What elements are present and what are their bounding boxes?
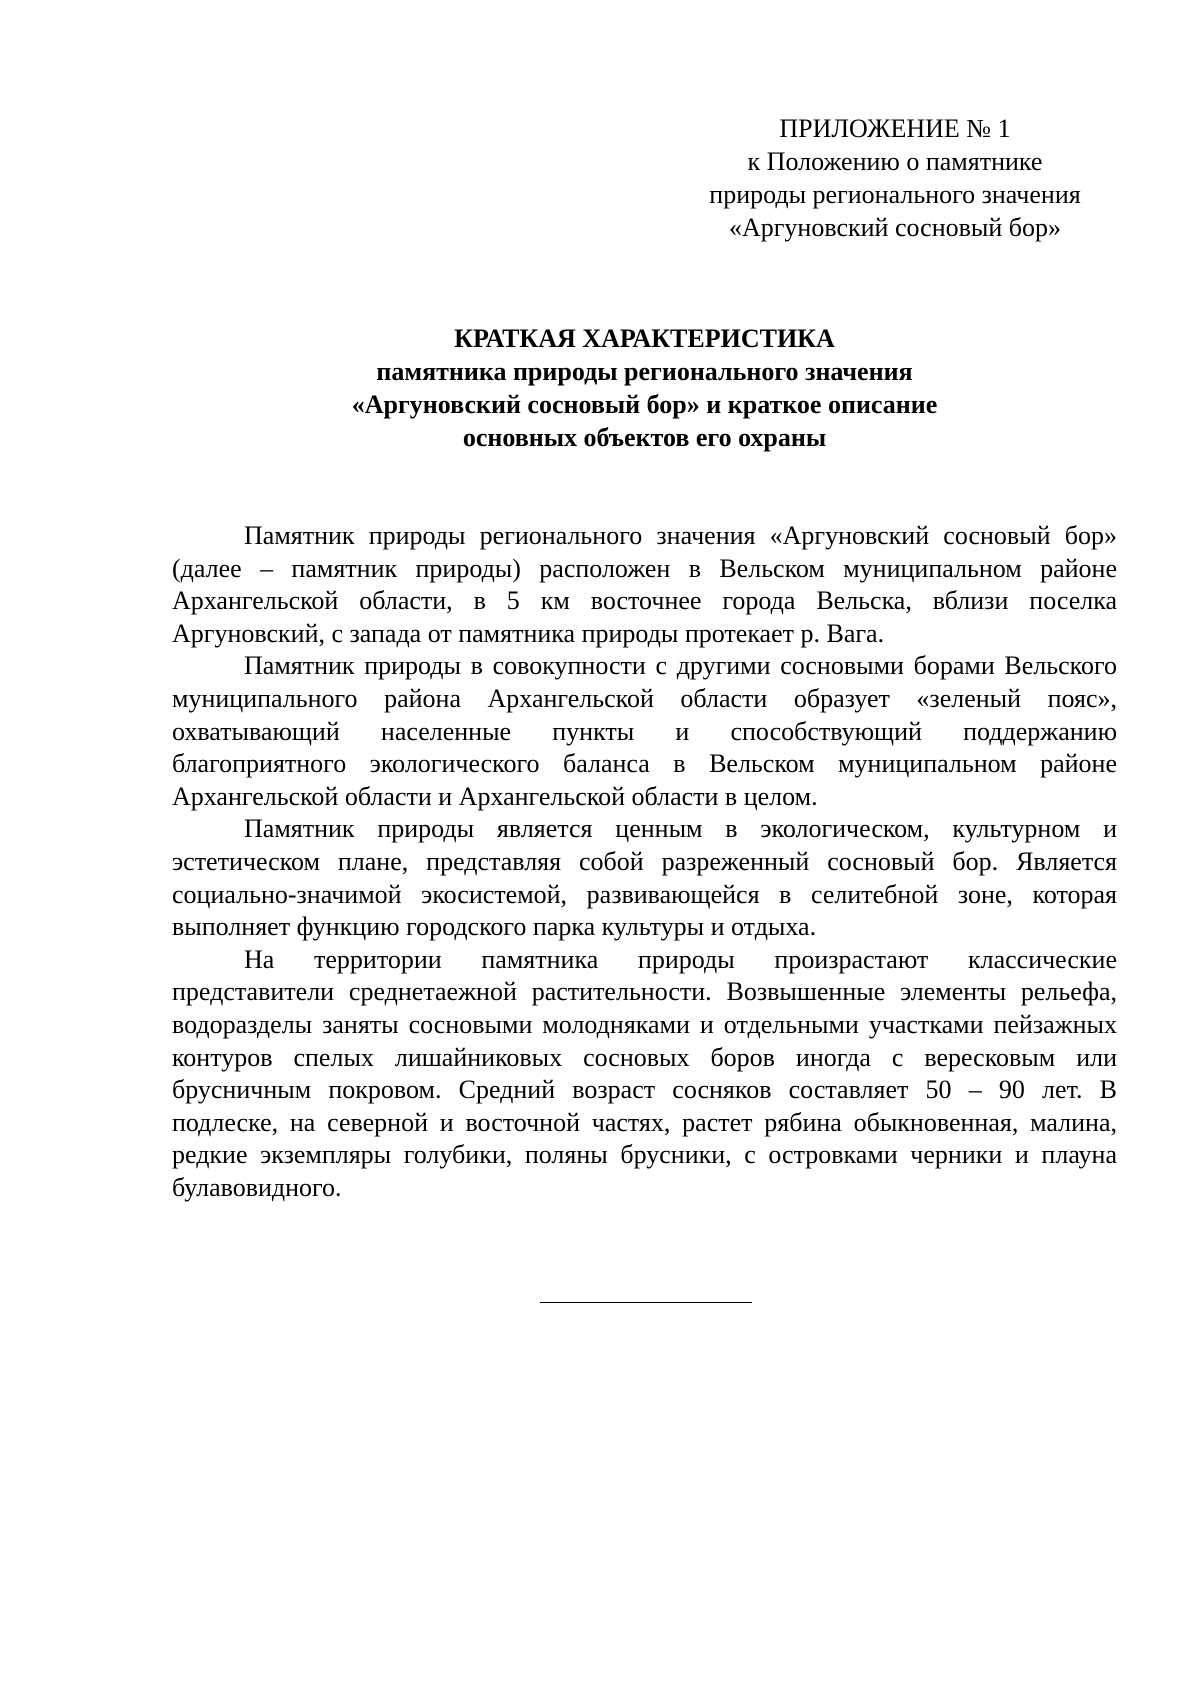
appendix-reference-line-1: к Положению о памятнике xyxy=(747,147,1043,176)
appendix-number: ПРИЛОЖЕНИЕ № 1 xyxy=(779,114,1011,143)
appendix-reference-line-3: «Аргуновский сосновый бор» xyxy=(728,213,1061,242)
title-line-1: КРАТКАЯ ХАРАКТЕРИСТИКА xyxy=(454,324,835,353)
body-text xyxy=(172,520,1117,1204)
appendix-reference-line-2: природы регионального значения xyxy=(709,180,1081,209)
title-line-2: памятника природы регионального значения xyxy=(376,357,913,386)
end-separator-line xyxy=(540,1302,752,1303)
paragraph-vegetation: На территории памятника природы произрастают классические представители среднетаежной растительности. Возвышенные элементы рельефа, водоразделы заняты сосновыми молодняками и отдельными участками пейзажных контуров спелых лишайниковых сосновых боров иногда с вересковым или брусничным покровом. Средний возраст сосняков составляет 50 – 90 лет. В подлеске, на северной и восточной частях, растет рябина обыкновенная, малина, редкие экземпляры голубики, поляны брусники, с островками черники и плауна булавовидного. xyxy=(172,944,1117,1202)
paragraph-value: Памятник природы является ценным в экологическом, культурном и эстетическом плане, представляя собой разреженный сосновый бор. Является социально-значимой экосистемой, развивающейся в селитебной зоне, которая выполняет функцию городского парка культуры и отдыха. xyxy=(172,814,1117,942)
paragraph-location: Памятник природы регионального значения «Аргуновский сосновый бор» (далее – памятник природы) расположен в Вельском муниципальном районе Архангельской области, в 5 км восточнее города Вельска, вблизи поселка Аргуновский, с запада от памятника природы протекает р. Вага. xyxy=(172,521,1117,648)
title-line-3: «Аргуновский сосновый бор» и краткое описание xyxy=(351,390,938,419)
title-line-4: основных объектов его охраны xyxy=(462,423,827,452)
paragraph-green-belt: Памятник природы в совокупности с другими сосновыми борами Вельского муниципального района Архангельской области образует «зеленый пояс», охватывающий населенные пункты и способствующий поддержанию благоприятного экологического баланса в Вельском муниципальном районе Архангельской области и Архангельской области в целом. xyxy=(172,651,1117,811)
document-title xyxy=(172,322,1117,454)
appendix-header xyxy=(660,112,1130,244)
